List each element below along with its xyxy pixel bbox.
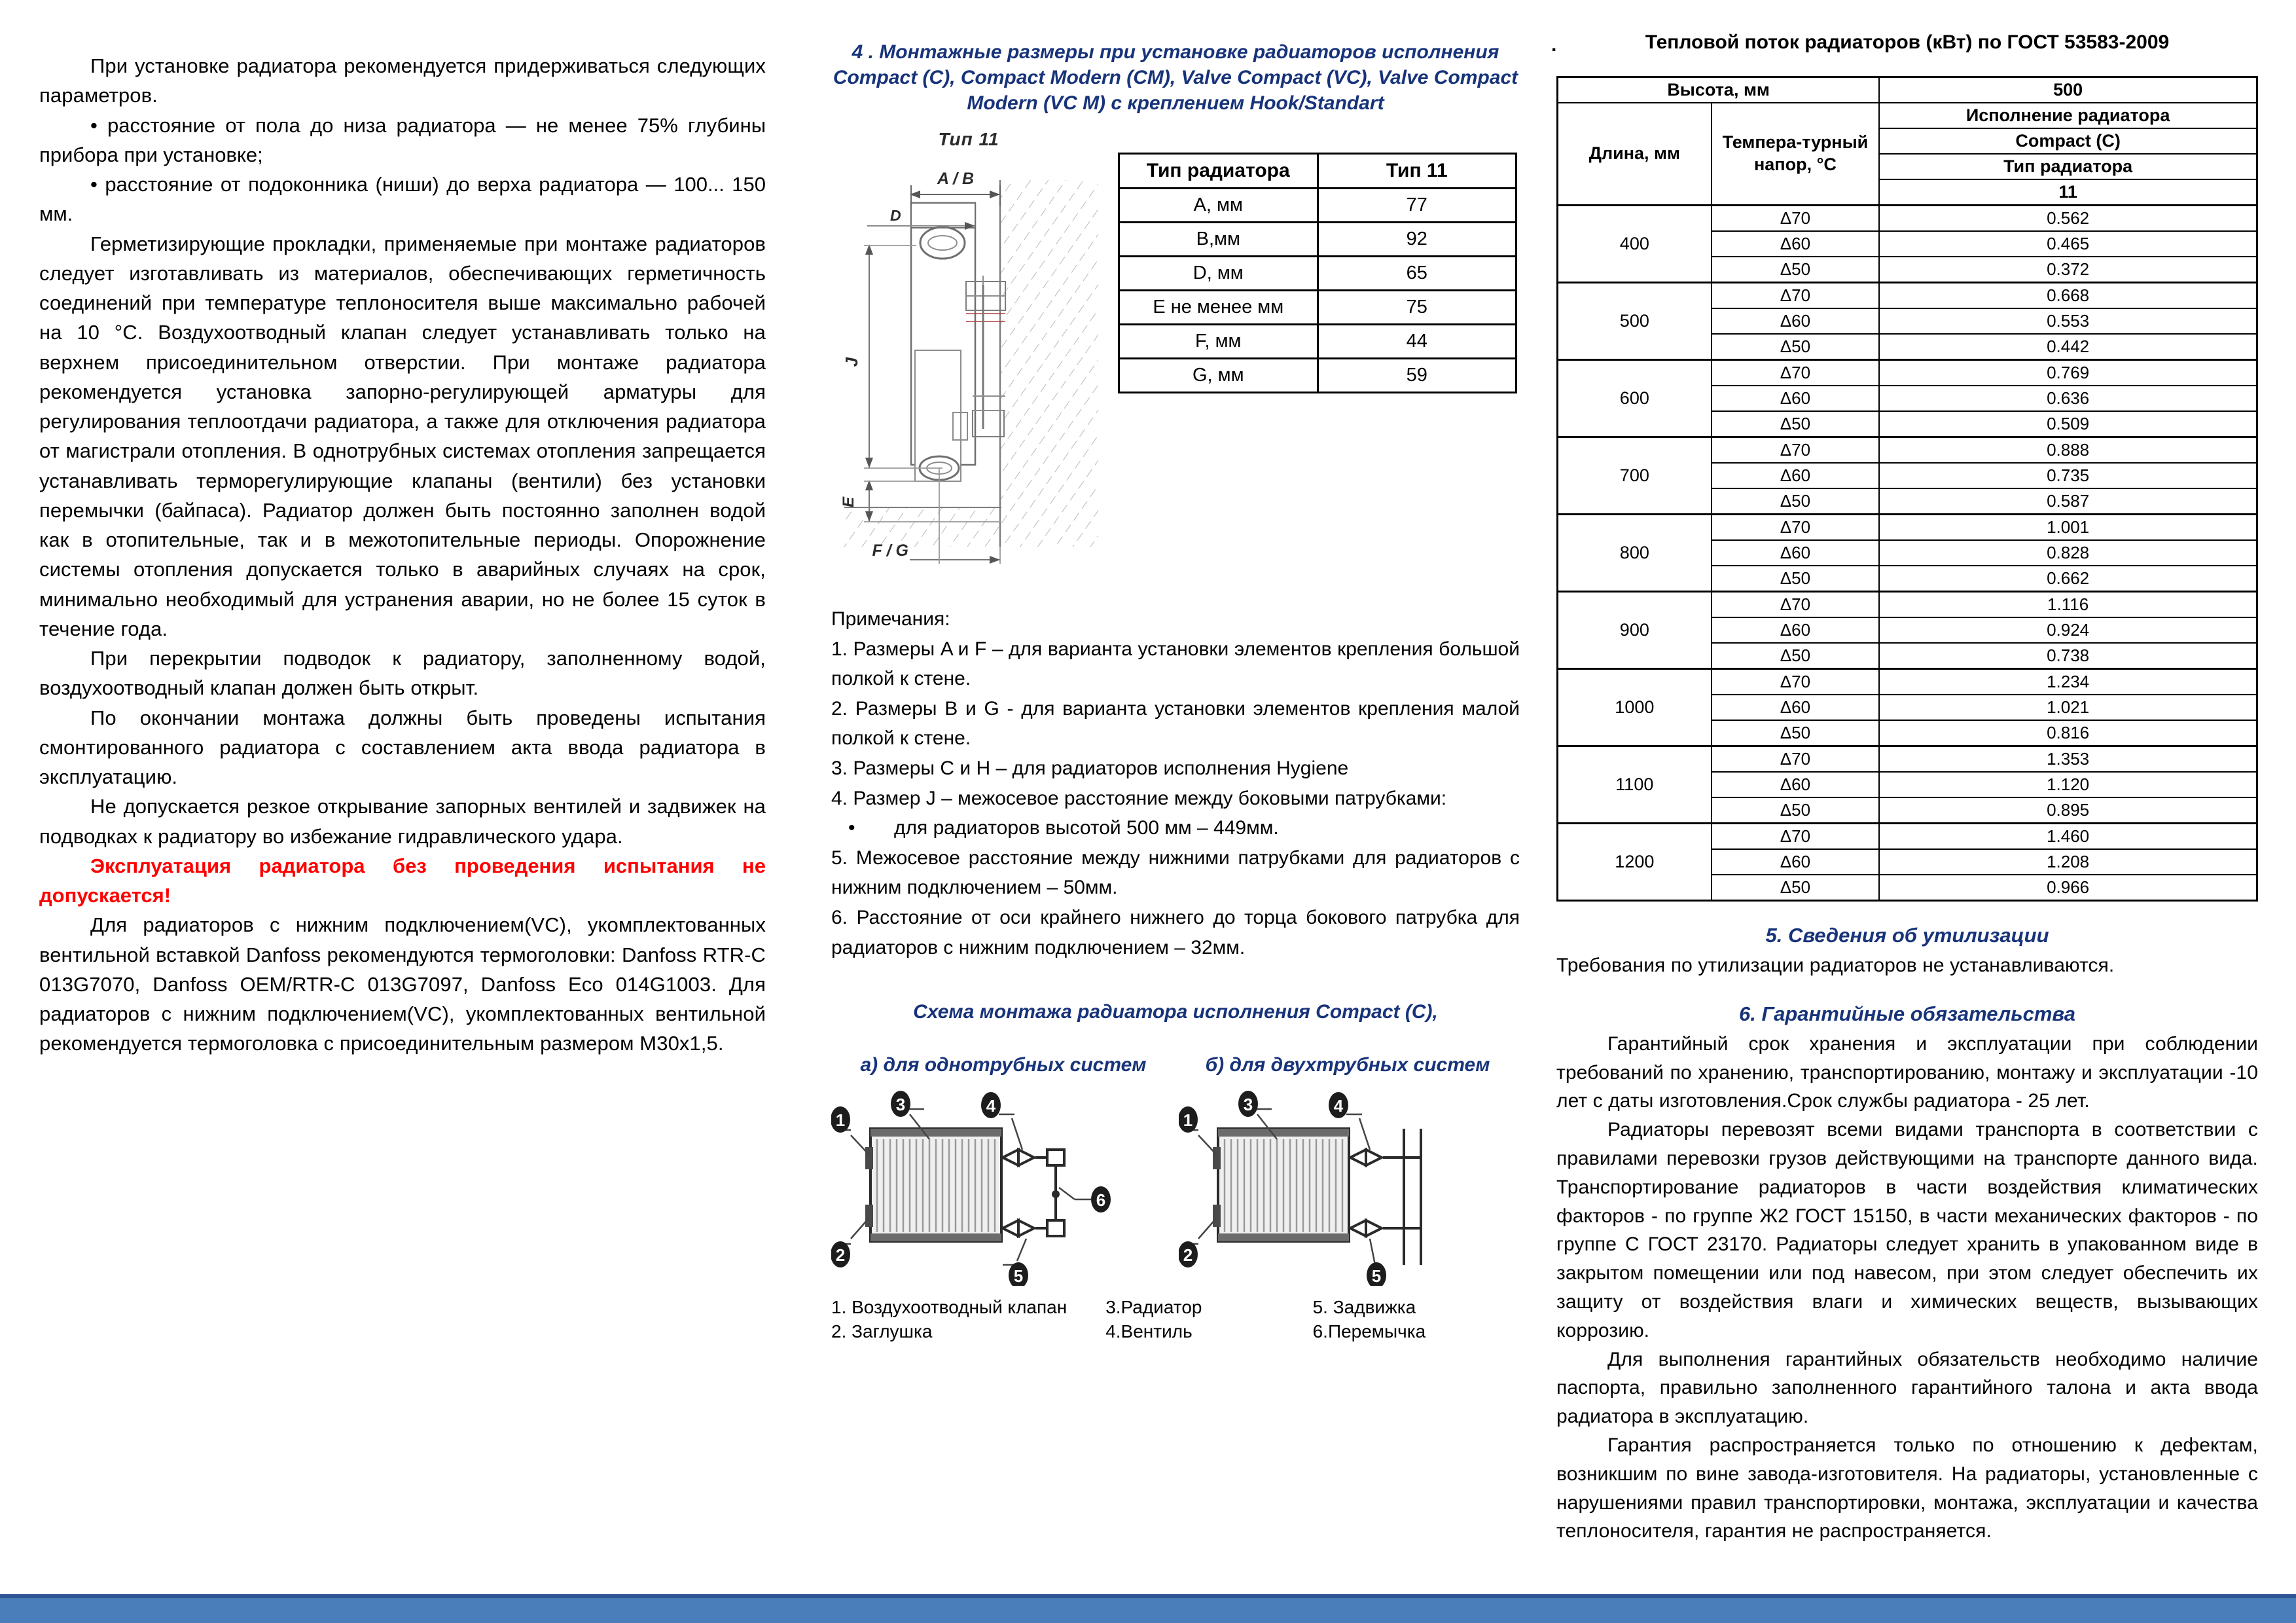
heat-header-exec-label: Исполнение радиатора	[1879, 103, 2257, 128]
dim-value-cell: 65	[1318, 257, 1516, 291]
heat-header-type-value: 11	[1879, 179, 2257, 206]
legend-column-2	[1105, 1296, 1312, 1343]
heat-temp-cell: Δ70	[1712, 437, 1880, 464]
heat-value-cell: 0.562	[1879, 206, 2257, 232]
legend-item-4: 4.Вентиль	[1105, 1321, 1193, 1341]
scheme-heading: Схема монтажа радиатора исполнения Compact (C),	[913, 1001, 1438, 1023]
column-middle	[805, 0, 1538, 1623]
dim-param-cell: F, мм	[1119, 325, 1318, 359]
svg-text:F / G: F / G	[872, 541, 908, 560]
legend-column-3	[1313, 1296, 1520, 1343]
dim-param-cell: A, мм	[1119, 189, 1318, 223]
heat-temp-cell: Δ50	[1712, 488, 1880, 515]
dim-value-cell: 44	[1318, 325, 1516, 359]
paragraph-commissioning: По окончании монтажа должны быть проведены испытания смонтированного радиатора с составлением акта ввода радиатора в эксплуатацию.	[39, 706, 766, 788]
heat-output-table-title	[1551, 31, 2258, 56]
svg-text:2: 2	[1183, 1245, 1193, 1266]
dim-param-cell: G, мм	[1119, 359, 1318, 393]
heat-table-row	[1558, 360, 2257, 386]
dim-header-param: Тип радиатора	[1119, 154, 1318, 189]
scheme-diagrams	[831, 1089, 1520, 1289]
heat-header-exec-row	[1558, 103, 2257, 128]
svg-text:1: 1	[1183, 1110, 1193, 1131]
heat-temp-cell: Δ70	[1712, 206, 1880, 232]
note-5: 5. Межосевое расстояние между нижними патрубками для радиаторов с нижним подключением – 50мм.	[831, 847, 1520, 899]
legend-item-3: 3.Радиатор	[1105, 1297, 1202, 1318]
heat-length-cell: 500	[1558, 283, 1712, 360]
heat-temp-cell: Δ70	[1712, 824, 1880, 850]
scheme-caption-a: а) для однотрубных систем	[860, 1054, 1147, 1076]
svg-text:1: 1	[835, 1110, 846, 1131]
heat-temp-cell: Δ70	[1712, 515, 1880, 541]
two-pipe-scheme-svg	[1179, 1089, 1513, 1286]
note-1: 1. Размеры A и F – для варианта установки элементов крепления большой полкой к стене.	[831, 638, 1520, 690]
column-left	[0, 0, 805, 1623]
legend-item-6: 6.Перемычка	[1312, 1321, 1426, 1341]
heat-temp-cell: Δ60	[1712, 540, 1880, 566]
legend-item-1: 1. Воздухоотводный клапан	[831, 1297, 1067, 1318]
note-6: 6. Расстояние от оси крайнего нижнего до торца бокового патрубка для радиаторов с нижним подключением – 32мм.	[831, 906, 1520, 958]
dim-value-cell: 75	[1318, 291, 1516, 325]
dim-table-row	[1119, 223, 1516, 257]
dim-header-type: Тип 11	[1318, 154, 1516, 189]
svg-text:D: D	[890, 207, 901, 224]
heat-temp-cell: Δ60	[1712, 695, 1880, 720]
heat-value-cell: 1.001	[1879, 515, 2257, 541]
note-2: 2. Размеры B и G - для варианта установки элементов крепления малой полкой к стене.	[831, 697, 1520, 750]
bullet-sill-distance: • расстояние от подоконника (ниши) до верха радиатора — 100... 150 мм.	[39, 173, 766, 226]
note-4: 4. Размер J – межосевое расстояние между боковыми патрубками:	[831, 787, 1447, 809]
heat-length-cell: 600	[1558, 360, 1712, 437]
heat-temp-cell: Δ50	[1712, 720, 1880, 746]
heat-temp-cell: Δ60	[1712, 231, 1880, 257]
heat-value-cell: 0.668	[1879, 283, 2257, 309]
paragraph-shutoff: При перекрытии подводок к радиатору, заполненному водой, воздухоотводный клапан должен быть открыт.	[39, 647, 766, 700]
heat-value-cell: 0.662	[1879, 566, 2257, 592]
legend-item-5: 5. Задвижка	[1312, 1297, 1416, 1318]
footer-bar	[0, 1594, 2296, 1623]
heat-value-cell: 0.895	[1879, 797, 2257, 824]
heat-value-cell: 0.924	[1879, 617, 2257, 643]
heat-temp-cell: Δ60	[1712, 617, 1880, 643]
bullet-floor-distance: • расстояние от пола до низа радиатора — не менее 75% глубины прибора при установке;	[39, 113, 766, 166]
dim-table-row	[1119, 359, 1516, 393]
dim-value-cell: 59	[1318, 359, 1516, 393]
paragraph-danfoss: Для радиаторов с нижним подключением(VC), укомплектованных вентильной вставкой Danfoss рекомендуются термоголовки: Danfoss RTR-C 013G7070, Danfoss OEM/RTR-C 013G7097, Danfoss Eco 014G1003. Для радиаторов с нижним подключением(VC), укомплектованных вентильной рекомендуется термоголовка с присоединительным размером М30х1,5.	[39, 913, 766, 1055]
heat-value-cell: 0.372	[1879, 257, 2257, 283]
dim-table-row	[1119, 189, 1516, 223]
heat-temp-cell: Δ70	[1712, 283, 1880, 309]
svg-text:E: E	[840, 496, 857, 508]
heat-temp-cell: Δ70	[1712, 746, 1880, 773]
section-5-heading: 5. Сведения об утилизации	[1765, 924, 2049, 947]
dim-param-cell: E не менее мм	[1119, 291, 1318, 325]
legend-column-1	[831, 1296, 1105, 1343]
section-5-text: Требования по утилизации радиаторов не устанавливаются.	[1556, 955, 2115, 976]
dim-value-cell: 92	[1318, 223, 1516, 257]
warranty-paragraph-4: Гарантия распространяется только по отношению к дефектам, возникшим по вине завода-изготовителя. На радиаторы, установленные с нарушениями правил транспортировки, монтажа, эксплуатации и качества теплоносителя, гарантия не распространяется.	[1556, 1434, 2258, 1542]
heat-header-height-row	[1558, 77, 2257, 103]
heat-temp-cell: Δ50	[1712, 643, 1880, 669]
radiator-section-drawing	[831, 129, 1106, 573]
heat-value-cell: 1.208	[1879, 849, 2257, 875]
heat-length-cell: 1100	[1558, 746, 1712, 824]
dim-param-cell: B,мм	[1119, 223, 1318, 257]
heat-table-row	[1558, 746, 2257, 773]
heat-temp-cell: Δ50	[1712, 566, 1880, 592]
heat-value-cell: 0.509	[1879, 411, 2257, 437]
note-4-subitem: • для радиаторов высотой 500 мм – 449мм.	[831, 813, 1520, 843]
legend-item-2: 2. Заглушка	[831, 1321, 933, 1341]
heat-temp-cell: Δ50	[1712, 411, 1880, 437]
heat-header-temp-label: Темпера-турный напор, °С	[1712, 103, 1880, 206]
heat-temp-cell: Δ60	[1712, 308, 1880, 334]
heat-output-table-title-text: Тепловой поток радиаторов (кВт) по ГОСТ 53583-2009	[1645, 31, 2170, 53]
type-11-cross-section-svg	[838, 154, 1100, 573]
heat-header-height-label: Высота, мм	[1558, 77, 1880, 103]
dim-table-row	[1119, 291, 1516, 325]
heat-value-cell: 1.116	[1879, 592, 2257, 618]
scheme-legend	[831, 1296, 1520, 1343]
note-3: 3. Размеры C и H – для радиаторов исполнения Hygiene	[831, 757, 1349, 779]
drawing-title: Тип 11	[938, 129, 999, 149]
heat-header-type-label: Тип радиатора	[1879, 154, 2257, 179]
heat-table-row	[1558, 283, 2257, 309]
heat-value-cell: 0.553	[1879, 308, 2257, 334]
dim-value-cell: 77	[1318, 189, 1516, 223]
section-6-heading: 6. Гарантийные обязательства	[1739, 1002, 2075, 1025]
warranty-paragraph-1: Гарантийный срок хранения и эксплуатации при соблюдении требований по хранению, транспортированию, монтажу и эксплуатации -10 лет с даты изготовления.Срок службы радиатора - 25 лет.	[1556, 1032, 2258, 1112]
svg-text:4: 4	[1333, 1096, 1344, 1116]
heat-table-row	[1558, 437, 2257, 464]
heat-value-cell: 0.442	[1879, 334, 2257, 360]
heat-header-exec-value: Compact (C)	[1879, 128, 2257, 154]
warranty-paragraph-2: Радиаторы перевозят всеми видами транспорта в соответствии с правилами перевозки грузов действующими на транспорте данного вида. Транспортирование радиаторов в части воздействия климатических факторов - по группе Ж2 ГОСТ 15150, в части механических факторов - по группе С ГОСТ 23170. Радиаторы следует хранить в упакованном виде в закрытом помещении или под навесом, при этом следует обеспечить их защиту от воздействия влаги и химических веществ, вызывающих коррозию.	[1556, 1119, 2258, 1341]
svg-text:3: 3	[895, 1095, 906, 1115]
heat-length-cell: 1000	[1558, 669, 1712, 746]
heat-temp-cell: Δ60	[1712, 849, 1880, 875]
heat-value-cell: 0.636	[1879, 386, 2257, 411]
heat-table-row	[1558, 515, 2257, 541]
heat-value-cell: 1.120	[1879, 772, 2257, 797]
notes-title: Примечания:	[831, 608, 950, 630]
heat-value-cell: 1.021	[1879, 695, 2257, 720]
svg-text:5: 5	[1013, 1266, 1024, 1286]
svg-text:4: 4	[986, 1096, 996, 1116]
heat-value-cell: 0.587	[1879, 488, 2257, 515]
heat-value-cell: 0.735	[1879, 463, 2257, 488]
heat-value-cell: 0.888	[1879, 437, 2257, 464]
heat-value-cell: 0.738	[1879, 643, 2257, 669]
heat-output-table	[1556, 76, 2258, 902]
svg-text:5: 5	[1371, 1266, 1382, 1286]
heat-temp-cell: Δ70	[1712, 592, 1880, 618]
heat-length-cell: 800	[1558, 515, 1712, 592]
heat-table-row	[1558, 206, 2257, 232]
scheme-diagram-a	[831, 1089, 1172, 1289]
drawing-and-dim-table	[831, 129, 1520, 573]
dim-table-row	[1119, 325, 1516, 359]
heat-header-height-value: 500	[1879, 77, 2257, 103]
heat-value-cell: 0.465	[1879, 231, 2257, 257]
heat-length-cell: 400	[1558, 206, 1712, 283]
heat-temp-cell: Δ70	[1712, 669, 1880, 695]
svg-text:A / B: A / B	[937, 170, 975, 188]
heat-temp-cell: Δ50	[1712, 257, 1880, 283]
scheme-subcaptions	[831, 1052, 1520, 1078]
paragraph-intro: При установке радиатора рекомендуется придерживаться следующих параметров.	[39, 54, 766, 107]
paragraph-water-hammer: Не допускается резкое открывание запорных вентилей и задвижек на подводках к радиатору во избежание гидравлического удара.	[39, 795, 766, 848]
heat-table-row	[1558, 592, 2257, 618]
single-pipe-scheme-svg	[831, 1089, 1165, 1286]
heat-temp-cell: Δ70	[1712, 360, 1880, 386]
svg-text:6: 6	[1096, 1190, 1106, 1211]
heat-header-length-label: Длина, мм	[1558, 103, 1712, 206]
heat-value-cell: 0.828	[1879, 540, 2257, 566]
heat-temp-cell: Δ60	[1712, 463, 1880, 488]
heat-value-cell: 1.460	[1879, 824, 2257, 850]
heat-table-row	[1558, 669, 2257, 695]
column-right	[1538, 0, 2296, 1623]
warning-text: Эксплуатация радиатора без проведения испытания не допускается!	[39, 854, 766, 907]
paragraph-gaskets: Герметизирующие прокладки, применяемые при монтаже радиаторов следует изготавливать из материалов, обеспечивающих герметичность соединений при температуре теплоносителя выше максимально рабочей на 10 °С. Воздухоотводный клапан следует устанавливать только на верхнем присоединительном отверстии. При монтаже радиатора рекомендуется установка запорно-регулирующей арматуры для регулирования теплоотдачи радиатора, а также для отключения радиатора от магистрали отопления. В однотрубных системах отопления запрещается устанавливать терморегулирующие клапаны (вентили) без установки перемычки (байпаса). Радиатор должен быть постоянно заполнен водой как в отопительные, так и в межотопительные периоды. Опорожнение системы отопления допускается только в аварийных случаях на срок, минимально необходимый для устранения аварии, но не более 15 суток в течение года.	[39, 232, 766, 640]
dimensions-table	[1118, 153, 1517, 393]
dim-header-row	[1119, 154, 1516, 189]
dim-table-row	[1119, 257, 1516, 291]
scheme-caption-b: б) для двухтрубных систем	[1205, 1054, 1490, 1076]
scheme-diagram-b	[1179, 1089, 1520, 1289]
dim-param-cell: D, мм	[1119, 257, 1318, 291]
heat-temp-cell: Δ60	[1712, 772, 1880, 797]
heat-value-cell: 1.234	[1879, 669, 2257, 695]
heat-value-cell: 1.353	[1879, 746, 2257, 773]
svg-text:J: J	[842, 357, 861, 367]
warranty-paragraph-3: Для выполнения гарантийных обязательств необходимо наличие паспорта, правильно заполненного гарантийного талона и акта ввода радиатора в эксплуатацию.	[1556, 1348, 2258, 1428]
heat-length-cell: 900	[1558, 592, 1712, 669]
heat-temp-cell: Δ50	[1712, 875, 1880, 901]
heat-value-cell: 0.769	[1879, 360, 2257, 386]
heat-temp-cell: Δ50	[1712, 334, 1880, 360]
heat-value-cell: 0.816	[1879, 720, 2257, 746]
scheme-heading-block	[831, 999, 1520, 1025]
svg-text:3: 3	[1243, 1095, 1253, 1115]
heat-value-cell: 0.966	[1879, 875, 2257, 901]
notes-block	[831, 604, 1520, 962]
heat-temp-cell: Δ60	[1712, 386, 1880, 411]
section-4-heading: 4 . Монтажные размеры при установке радиаторов исполнения Compact (C), Compact Modern (CM), Valve Compact (VC), Valve Compact Modern (VC M) с креплением Hook/Standart	[833, 41, 1518, 114]
stray-dot-mark: .	[1551, 34, 1557, 56]
heat-length-cell: 700	[1558, 437, 1712, 515]
heat-length-cell: 1200	[1558, 824, 1712, 901]
svg-text:2: 2	[835, 1245, 846, 1266]
heat-temp-cell: Δ50	[1712, 797, 1880, 824]
heat-table-row	[1558, 824, 2257, 850]
